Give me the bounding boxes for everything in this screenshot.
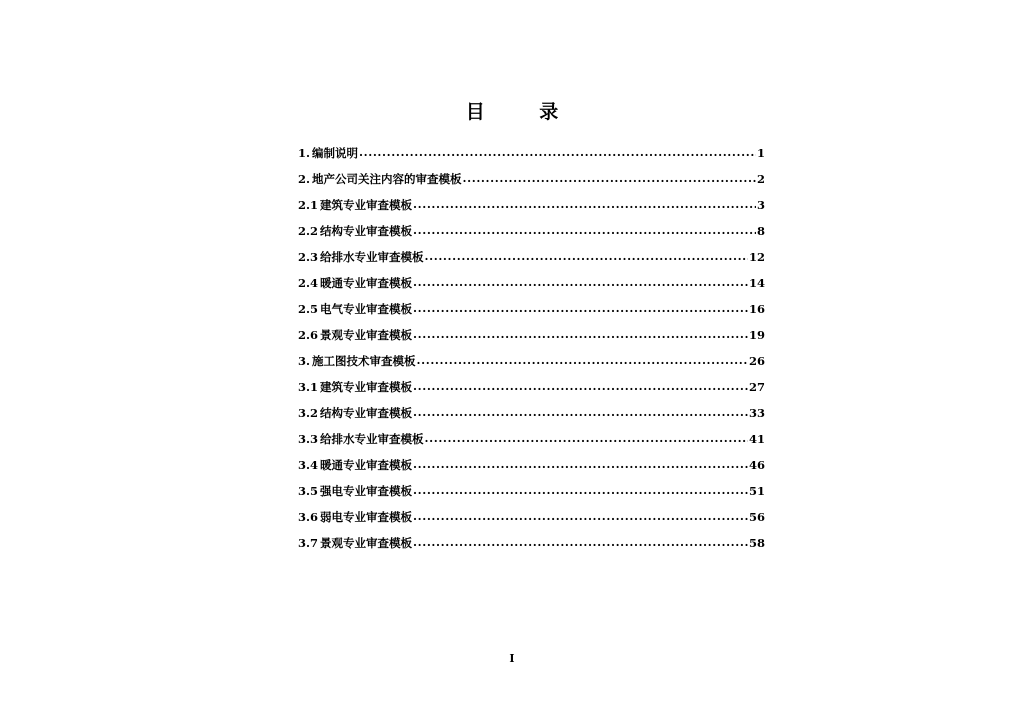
- toc-entry-page: 56: [748, 510, 765, 524]
- toc-entry-label: [298, 171, 462, 187]
- toc-entry-page: 3: [756, 198, 765, 212]
- toc-entry-page: 14: [748, 276, 765, 290]
- toc-entry-number: 2.5: [298, 302, 319, 316]
- toc-entry-label: [298, 431, 424, 447]
- toc-leader-dots: [413, 197, 756, 211]
- toc-title: 目 录: [465, 101, 583, 123]
- toc-entry-label: [298, 535, 412, 551]
- toc-leader-dots: [359, 145, 756, 159]
- toc-leader-dots: [425, 431, 748, 445]
- toc-leader-dots: [413, 483, 748, 497]
- page-number: I: [509, 652, 515, 665]
- toc-entry[interactable]: [298, 301, 765, 327]
- toc-entry-text: 强电专业审查模板: [320, 484, 413, 498]
- toc-leader-dots: [413, 405, 748, 419]
- toc-entry-number: 2.2: [298, 224, 319, 238]
- toc-entry-text: 建筑专业审查模板: [320, 380, 413, 394]
- toc-entry-page: 46: [748, 458, 765, 472]
- toc-leader-dots: [463, 171, 756, 185]
- toc-entry[interactable]: [298, 509, 765, 535]
- toc-entry-number: 2.6: [298, 328, 319, 342]
- toc-leader-dots: [413, 509, 748, 523]
- toc-entry[interactable]: [298, 197, 765, 223]
- toc-entry-page: 58: [748, 536, 765, 550]
- toc-entry-page: 33: [748, 406, 765, 420]
- toc-entry-page: 8: [756, 224, 765, 238]
- toc-entry-number: 3.3: [298, 432, 319, 446]
- toc-entry-text: 暖通专业审查模板: [320, 276, 413, 290]
- toc-entry-text: 给排水专业审查模板: [320, 250, 424, 264]
- toc-entry-label: [298, 457, 412, 473]
- toc-entry[interactable]: [298, 223, 765, 249]
- toc-entry-text: 电气专业审查模板: [320, 302, 413, 316]
- toc-entry-number: 3.4: [298, 458, 319, 472]
- toc-entry-label: [298, 483, 412, 499]
- toc-entry[interactable]: [298, 535, 765, 561]
- toc-leader-dots: [413, 275, 748, 289]
- toc-entry[interactable]: [298, 431, 765, 457]
- toc-entry-text: 暖通专业审查模板: [320, 458, 413, 472]
- toc-entry-label: [298, 353, 416, 369]
- toc-entry-label: [298, 301, 412, 317]
- toc-entry-page: 12: [748, 250, 765, 264]
- toc-entry-text: 弱电专业审查模板: [320, 510, 413, 524]
- toc-leader-dots: [425, 249, 748, 263]
- toc-leader-dots: [413, 301, 748, 315]
- toc-entry-number: 2.4: [298, 276, 319, 290]
- toc-entry-label: [298, 197, 412, 213]
- toc-entry[interactable]: [298, 171, 765, 197]
- toc-entry[interactable]: [298, 353, 765, 379]
- toc-entry-text: 编制说明: [312, 146, 359, 160]
- toc-entry-page: 27: [748, 380, 765, 394]
- toc-entry-text: 结构专业审查模板: [320, 406, 413, 420]
- toc-entry-label: [298, 275, 412, 291]
- toc-leader-dots: [413, 223, 756, 237]
- toc-leader-dots: [413, 327, 748, 341]
- toc-entry-page: 26: [748, 354, 765, 368]
- toc-entry-label: [298, 327, 412, 343]
- toc-entry-number: 2.: [298, 172, 311, 186]
- toc-entry-label: [298, 249, 424, 265]
- toc-entry[interactable]: [298, 457, 765, 483]
- toc-entry-label: [298, 405, 412, 421]
- toc-entry-page: 1: [756, 146, 765, 160]
- toc-entry-page: 41: [748, 432, 765, 446]
- toc-entry[interactable]: [298, 483, 765, 509]
- toc-entry[interactable]: [298, 379, 765, 405]
- toc-entry-number: 1.: [298, 146, 311, 160]
- toc-entry[interactable]: [298, 249, 765, 275]
- toc-entry-number: 3.1: [298, 380, 319, 394]
- toc-entry-number: 2.3: [298, 250, 319, 264]
- toc-entry-page: 51: [748, 484, 765, 498]
- toc-entry-text: 结构专业审查模板: [320, 224, 413, 238]
- toc-leader-dots: [413, 457, 748, 471]
- toc-entry-label: [298, 145, 358, 161]
- toc-entry-number: 3.7: [298, 536, 319, 550]
- toc-entry[interactable]: [298, 405, 765, 431]
- toc-leader-dots: [417, 353, 748, 367]
- toc-entry-label: [298, 509, 412, 525]
- toc-entry-page: 16: [748, 302, 765, 316]
- toc-entry-number: 3.2: [298, 406, 319, 420]
- table-of-contents: [298, 145, 765, 561]
- toc-entry-text: 施工图技术审查模板: [312, 354, 416, 368]
- toc-leader-dots: [413, 379, 748, 393]
- toc-entry-number: 3.5: [298, 484, 319, 498]
- toc-entry[interactable]: [298, 327, 765, 353]
- toc-entry-page: 2: [756, 172, 765, 186]
- toc-entry[interactable]: [298, 145, 765, 171]
- toc-entry-text: 地产公司关注内容的审查模板: [312, 172, 462, 186]
- toc-entry-number: 2.1: [298, 198, 319, 212]
- toc-entry-page: 19: [748, 328, 765, 342]
- toc-entry-number: 3.6: [298, 510, 319, 524]
- toc-entry-text: 景观专业审查模板: [320, 328, 413, 342]
- toc-entry-text: 建筑专业审查模板: [320, 198, 413, 212]
- toc-entry-number: 3.: [298, 354, 311, 368]
- toc-leader-dots: [413, 535, 748, 549]
- toc-entry-label: [298, 379, 412, 395]
- toc-entry-text: 给排水专业审查模板: [320, 432, 424, 446]
- toc-entry[interactable]: [298, 275, 765, 301]
- toc-entry-label: [298, 223, 412, 239]
- toc-entry-text: 景观专业审查模板: [320, 536, 413, 550]
